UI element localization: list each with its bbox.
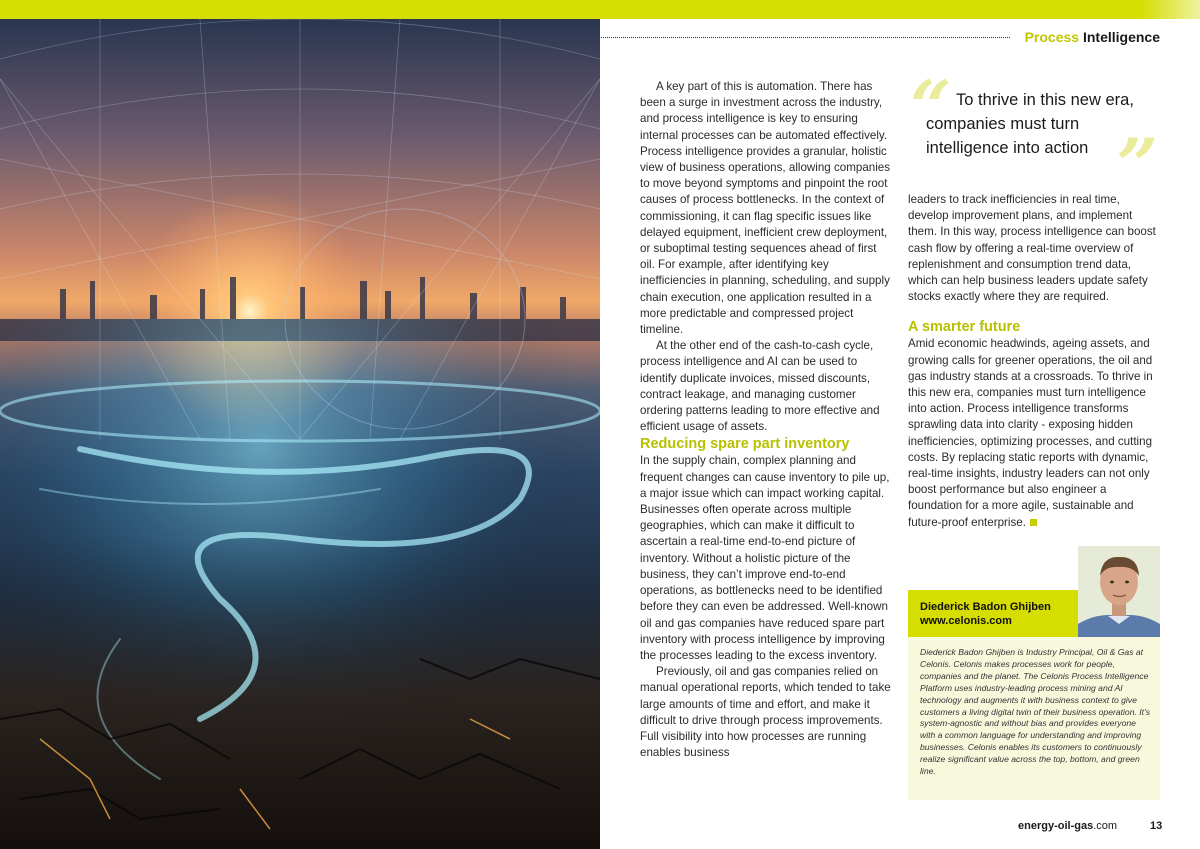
end-mark-icon xyxy=(1030,519,1037,526)
section-tag-rest: Intelligence xyxy=(1082,29,1160,45)
author-bio-box xyxy=(908,637,1160,800)
footer-site: energy-oil-gas.com xyxy=(1018,820,1118,832)
paragraph: In the supply chain, complex planning and frequent changes can cause inventory to pile up, a major issue which can impact working capital. Businesses often operate across multiple geographies, which can make it difficult to ascertain a real-time end-to-end picture of inventory. Without a holistic picture of the business, they can’t improve end-to-end operations, as bottlenecks need to be identified before they can even be addressed. Well-known oil and gas companies have reduced spare part inventory with process intelligence by improving the processes leading to the excess inventory. xyxy=(640,454,890,662)
article-column-1 xyxy=(640,79,892,761)
pull-quote-text: To thrive in this new era, companies must turn intelligence into action xyxy=(926,91,1134,157)
paragraph: Previously, oil and gas companies relied on manual operational reports, which tended to take large amounts of time and effort, and make it difficult to drive through process improvements. Full visibility into how processes are running enables business xyxy=(640,665,891,760)
section-tag-accent: Process xyxy=(1024,29,1080,45)
open-quote-icon: “ xyxy=(910,64,952,149)
paragraph: A key part of this is automation. There has been a surge in investment across the industry, and process intelligence is key to ensuring internal processes can be automated effectively. Process intelligence provides a granular, holistic view of business operations, allowing companies to move beyond symptoms and pinpoint the root causes of process bottlenecks. In the context of commissioning, it can flag specific issues like delayed equipment, inefficient crew deployment, or suboptimal testing sequences ahead of first oil. For example, after identifying key inefficiencies in planning, scheduling, and supply chain execution, one application resulted in a more predictable and compressed project timeline. xyxy=(640,80,891,337)
paragraph: leaders to track inefficiencies in real time, develop improvement plans, and implement them. In this way, process intelligence can boost cash flow by offering a real-time overview of replenishment and consumption trend data, which can help business leaders update safety stocks exactly where they are required. xyxy=(908,193,1156,304)
author-photo xyxy=(1078,546,1160,637)
paragraph: At the other end of the cash-to-cash cycle, process intelligence and AI can be used to identify duplicate invoices, missed discounts, contract leakage, and managing customer ordering patterns leading to more effective and efficient usage of assets. xyxy=(640,339,880,434)
article-column-2 xyxy=(908,192,1160,531)
author-name: Diederick Badon Ghijben xyxy=(920,601,1051,613)
close-quote-icon: ” xyxy=(1116,122,1158,207)
author-url[interactable]: www.celonis.com xyxy=(920,615,1012,627)
subheading-smarter-future: A smarter future xyxy=(908,319,1021,336)
hero-image xyxy=(0,19,600,849)
pull-quote xyxy=(908,64,1163,207)
section-tag xyxy=(1025,29,1160,45)
subheading-spare-parts: Reducing spare part inventory xyxy=(640,436,850,453)
page-number: 13 xyxy=(1150,820,1163,832)
author-bio: Diederick Badon Ghijben is Industry Principal, Oil & Gas at Celonis. Celonis makes processes work for people, companies and the planet. The Celonis Process Intelligence Platform uses industry-leading process mining and AI technology and augments it with business context to give customers a living digital twin of their business operation. It’s system-agnostic and without bias and provides everyone with a common language for understanding and improving businesses. Celonis enables its customers to continuously realize significant value across the top, bottom, and green line. xyxy=(920,647,1151,777)
paragraph: Amid economic headwinds, ageing assets, and growing calls for greener operations, the oil and gas industry stands at a crossroads. To thrive in this new era, companies must turn intelligence into action. Process intelligence transforms sprawling data into clarity - exposing hidden inefficiencies, optimizing processes, and cutting costs. By replacing static reports with dynamic, real-time insights, industry leaders can not only boost performance but also engineer a foundation for a more agile, sustainable and future-proof enterprise. xyxy=(908,337,1153,529)
top-accent-bar xyxy=(0,0,1200,19)
